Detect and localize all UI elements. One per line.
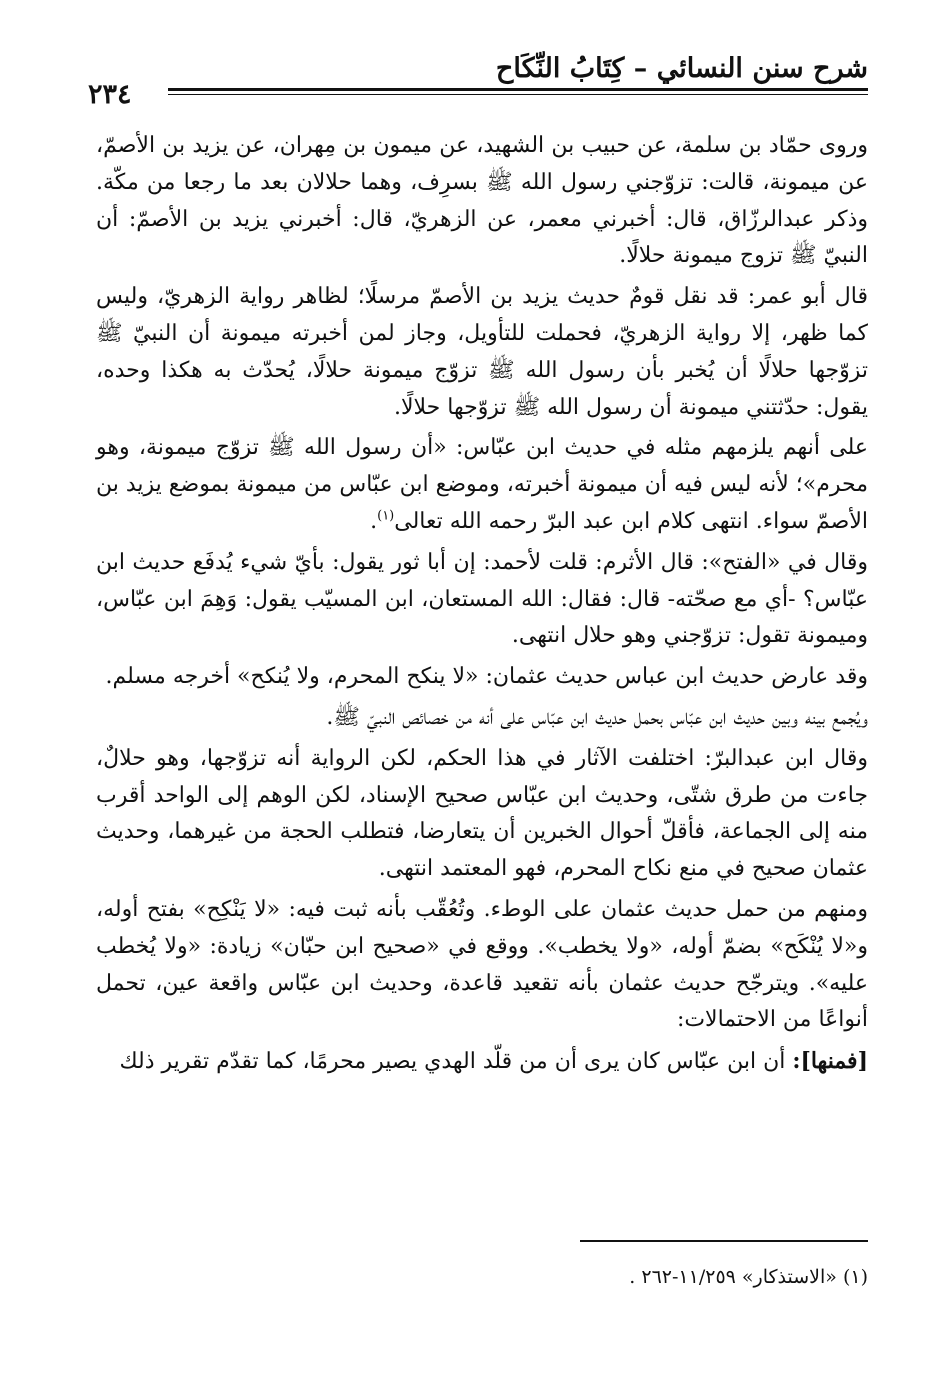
header-rule [168, 88, 868, 91]
footnote-reference: (١) [377, 508, 395, 524]
footnote-separator [580, 1240, 868, 1242]
paragraph-8: ومنهم من حمل حديث عثمان على الوطء. وتُعُقّب بأنه ثبت فيه: «لا يَنْكِح» بفتح أوله، و«لا يُنْكَح» بضمّ أوله، «ولا يخطب». ووقع في «صحيح ابن حبّان» زيادة: «ولا يُخطب عليه». ويترجّح حديث عثمان بأنه تقعيد قاعدة، وحديث ابن عبّاس واقعة عين، تحمل أنواعًا من الاحتمالات: [96, 896, 868, 1033]
paragraph-9-heading: [فمنها]: [792, 1048, 868, 1075]
paragraph-9-text: أن ابن عبّاس كان يرى أن من قلّد الهدي يصير محرمًا، كما تقدّم تقرير ذلك [119, 1049, 793, 1075]
page-header [88, 52, 868, 110]
paragraph-6: ويُجمع بينه وبين حديث ابن عبّاس بحمل حديث ابن عبّاس على أنه من خصائص النبيّ ﷺ. [326, 704, 868, 730]
page-number: ٢٣٤ [88, 79, 132, 110]
paragraph-3-end: . [370, 508, 378, 534]
main-text [96, 128, 868, 1081]
paragraph-1: وروى حمّاد بن سلمة، عن حبيب بن الشهيد، عن ميمون بن مِهران، عن يزيد بن الأصمّ، عن ميمونة، قالت: تزوّجني رسول الله ﷺ بسرِف، وهما حلالان بعد ما رجعا من مكّة. وذكر عبدالرزّاق، قال: أخبرني معمر، عن الزهريّ، قال: أخبرني يزيد بن الأصمّ: أن النبيّ ﷺ تزوج ميمونة حلالًا. [96, 133, 868, 269]
paragraph-2: قال أبو عمر: قد نقل قومٌ حديث يزيد بن الأصمّ مرسلًا؛ لظاهر رواية الزهريّ، وليس كما ظهر، إلا رواية الزهريّ، فحملت للتأويل، وجاز لمن أخبرته ميمونة أن النبيّ ﷺ تزوّجها حلالًا أن يُخبر بأن رسول الله ﷺ تزوّج ميمونة حلالًا، يُحدّث به هكذا وحده، يقول: حدّثتني ميمونة أن رسول الله ﷺ تزوّجها حلالًا. [96, 284, 868, 420]
paragraph-7: وقال ابن عبدالبرّ: اختلفت الآثار في هذا الحكم، لكن الرواية أنه تزوّجها، وهو حلالٌ، جاءت من طرق شتّى، وحديث ابن عبّاس صحيح الإسناد، لكن الوهم إلى الواحد أقرب منه إلى الجماعة، فأقلّ أحوال الخبرين أن يتعارضا، فتطلب الحجة من غيرهما، وحديث عثمان صحيح في منع نكاح المحرم، فهو المعتمد انتهى. [96, 745, 868, 882]
footnote: (١) «الاستذكار» ١١/٢٥٩-٢٦٢ . [629, 1266, 868, 1288]
paragraph-5: وقد عارض حديث ابن عباس حديث عثمان: «لا ينكح المحرم، ولا يُنكح» أخرجه مسلم. [105, 664, 868, 690]
paragraph-3-text: على أنهم يلزمهم مثله في حديث ابن عبّاس: «أن رسول الله ﷺ تزوّج ميمونة، وهو محرم»؛ لأنه ليس فيه أن ميمونة أخبرته، وموضع ابن عبّاس من ميمونة بموضع يزيد بن الأصمّ سواء. انتهى كلام ابن عبد البرّ رحمه الله تعالى [96, 435, 868, 534]
paragraph-3 [96, 430, 868, 540]
paragraph-9 [96, 1043, 868, 1081]
paragraph-4: وقال في «الفتح»: قال الأثرم: قلت لأحمد: إن أبا ثور يقول: بأيّ شيء يُدفَع حديث ابن عبّاس؟ -أي مع صحّته- قال: فقال: الله المستعان، ابن المسيّب يقول: وَهِمَ ابن عبّاس، وميمونة تقول: تزوّجني وهو حلال انتهى. [96, 549, 868, 649]
header-rule-thin [168, 94, 868, 95]
running-title: شرح سنن النسائي – كِتَابُ النِّكَاح [495, 53, 868, 84]
